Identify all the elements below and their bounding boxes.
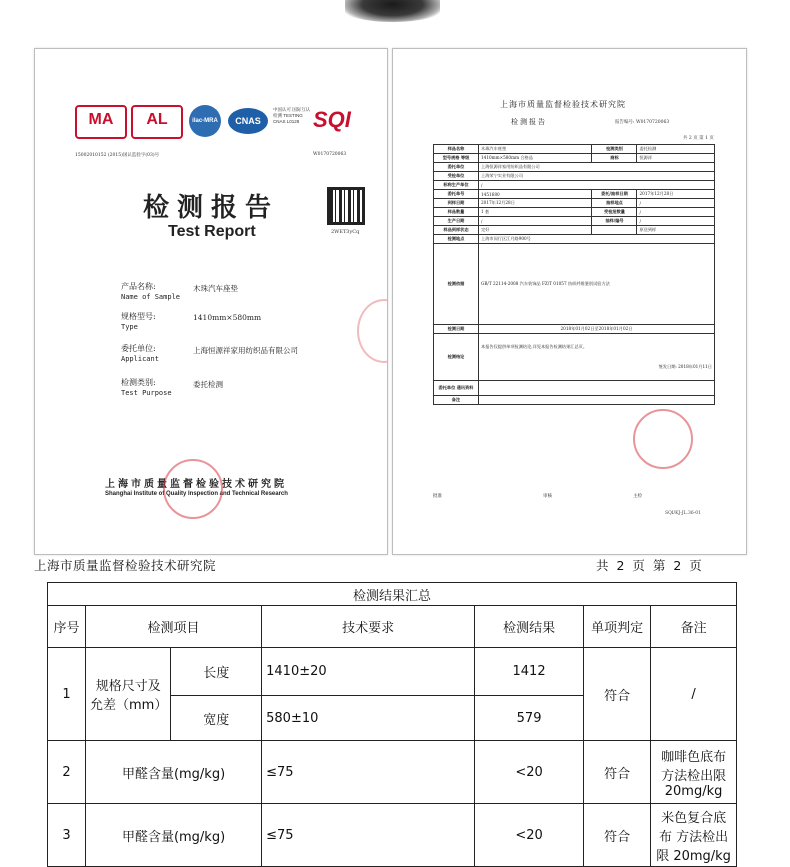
report-info-row — [434, 199, 715, 208]
red-seal-stamp — [633, 409, 693, 469]
report-info-row — [434, 172, 715, 181]
result: <20 — [475, 741, 584, 804]
date-row — [434, 325, 715, 334]
info-label: 委托单号 — [434, 190, 479, 199]
remark-row — [434, 396, 715, 405]
col-header-item: 检测项目 — [86, 606, 262, 648]
info-value: 2017年12月28日 — [479, 199, 592, 208]
inspector-label: 主检 — [633, 494, 642, 499]
field-sample-name-value: 木珠汽车座垫 — [193, 284, 238, 293]
qr-code-text: 2WET3yCq — [331, 229, 360, 235]
report-footer-code: SQI/KJ-JL.36-01 — [665, 511, 701, 516]
contact-label: 委托单位 通讯资料 — [434, 381, 479, 396]
field-label: 产品名称: — [121, 282, 156, 291]
sub-item: 宽度 — [171, 696, 262, 741]
note: 米色复合底布 方法检出限 20mg/kg — [651, 804, 737, 867]
info-label: 商标 — [592, 154, 637, 163]
info-value: 恒源祥 — [637, 154, 715, 163]
remark-label: 备注 — [434, 396, 479, 405]
report-info-row — [434, 154, 715, 163]
results-summary-table — [47, 582, 737, 867]
field-type-value: 1410mm×580mm — [193, 313, 262, 322]
requirement: ≤75 — [262, 741, 475, 804]
date-value: 2018年01月02日至2018年01月02日 — [479, 325, 715, 334]
item: 甲醛含量(mg/kg) — [86, 804, 262, 867]
red-seal-stamp — [163, 459, 223, 519]
info-label: 样品名称 — [434, 145, 479, 154]
info-label: 检测地点 — [434, 235, 479, 244]
report-detail-page — [392, 48, 747, 555]
page-pagination: 共 2 页 第 2 页 — [596, 558, 702, 573]
info-value: 1451680 — [479, 190, 592, 199]
red-seal-stamp-edge — [357, 299, 388, 363]
report-title: 检测报告 — [511, 118, 547, 126]
ilac-mra-logo: ilac-MRA — [189, 105, 221, 137]
field-test-purpose — [121, 377, 172, 399]
sqi-logo: SQI — [313, 107, 351, 132]
table-caption-row — [48, 583, 737, 606]
approver-label: 批准 — [433, 494, 442, 499]
info-label: 抽样/编号 — [592, 217, 637, 226]
table-row — [48, 741, 737, 804]
info-value: 1410mm×580mm 合格品 — [479, 154, 592, 163]
info-label: 生产日期 — [434, 217, 479, 226]
col-header-verdict: 单项判定 — [583, 606, 650, 648]
info-label: 受检批数量 — [592, 208, 637, 217]
info-label: 委托单位 — [434, 163, 479, 172]
info-value: / — [637, 217, 715, 226]
group-label: 规格尺寸及允差（mm） — [86, 648, 171, 741]
info-value: 上海荣宁实业有限公司 — [479, 172, 715, 181]
info-label: 标称生产单位 — [434, 181, 479, 190]
field-label-en: Name of Sample — [121, 293, 181, 301]
date-label: 检测日期 — [434, 325, 479, 334]
col-header-result: 检测结果 — [475, 606, 584, 648]
reviewer-label: 审核 — [543, 494, 552, 499]
field-applicant — [121, 343, 159, 365]
cover-institute-en: Shanghai Institute of Quality Inspection and Technical Research — [105, 491, 288, 497]
report-number: 报告编号: W0170720063 — [615, 120, 670, 125]
col-header-no: 序号 — [48, 606, 86, 648]
field-label-en: Applicant — [121, 355, 159, 363]
info-label: 抽样地点 — [592, 199, 637, 208]
result: <20 — [475, 804, 584, 867]
basis-label: 检测依据 — [434, 244, 479, 325]
table-header-row — [48, 606, 737, 648]
row-number: 2 — [48, 741, 86, 804]
requirement: ≤75 — [262, 804, 475, 867]
field-sample-name — [121, 281, 180, 303]
info-value: 1 套 — [479, 208, 592, 217]
item: 甲醛含量(mg/kg) — [86, 741, 262, 804]
contact-value — [479, 381, 715, 396]
info-label: 样品到样状态 — [434, 226, 479, 235]
info-value: 完好 — [479, 226, 592, 235]
table-row — [48, 648, 737, 696]
basis-row — [434, 244, 715, 325]
info-value: / — [637, 208, 715, 217]
verdict: 符合 — [583, 741, 650, 804]
report-info-row — [434, 226, 715, 235]
basis-text: GB/T 22114-2008 汽车装饰品 FZ/T 01057 纺织纤维鉴别试验方法 — [479, 244, 715, 325]
certificate-number: 15002010152 (2015)国认监验字(03)号 — [75, 153, 160, 158]
verdict: 符合 — [583, 804, 650, 867]
issue-date: 签发日期: 2018年01月11日 — [658, 364, 712, 369]
info-value: 木珠汽车座垫 — [479, 145, 592, 154]
cal-logo: AL — [131, 105, 183, 139]
report-info-row — [434, 208, 715, 217]
info-value: / — [637, 199, 715, 208]
sub-item: 长度 — [171, 648, 262, 696]
info-label: 委托/抽样日期 — [592, 190, 637, 199]
info-value: 原送到样 — [637, 226, 715, 235]
ink-blot-decoration — [345, 0, 440, 22]
report-info-row — [434, 163, 715, 172]
table-caption: 检测结果汇总 — [48, 583, 737, 606]
field-type — [121, 311, 156, 333]
report-info-row — [434, 181, 715, 190]
cover-institute-cn: 上海市质量监督检验技术研究院 — [105, 479, 287, 490]
info-label: 受检单位 — [434, 172, 479, 181]
report-info-row — [434, 190, 715, 199]
info-value: 2017年12月28日 — [637, 190, 715, 199]
field-test-purpose-value: 委托检测 — [193, 380, 223, 389]
result: 579 — [475, 696, 584, 741]
table-row — [48, 804, 737, 867]
conclusion-row — [434, 334, 715, 381]
info-label: 检测类别 — [592, 145, 637, 154]
note: / — [651, 648, 737, 741]
conclusion-text: 本报告仅提供单项检测结论,详见本报告检测结果汇总页。 — [481, 344, 588, 349]
cover-report-number: W0170720063 — [313, 152, 347, 157]
field-label: 规格型号: — [121, 312, 156, 321]
report-info-row — [434, 235, 715, 244]
info-label — [592, 226, 637, 235]
report-info-row — [434, 145, 715, 154]
info-label: 到样日期 — [434, 199, 479, 208]
result: 1412 — [475, 648, 584, 696]
requirement: 1410±20 — [262, 648, 475, 696]
conclusion-cell — [479, 334, 715, 381]
field-label-en: Test Purpose — [121, 389, 172, 397]
note: 咖啡色底布 方法检出限 20mg/kg — [651, 741, 737, 804]
report-cover-page — [34, 48, 388, 555]
qr-code-icon — [327, 187, 365, 225]
col-header-requirement: 技术要求 — [262, 606, 475, 648]
report-page-count: 共 2 页 第 1 页 — [683, 136, 714, 141]
requirement: 580±10 — [262, 696, 475, 741]
row-number: 3 — [48, 804, 86, 867]
report-info-table — [433, 144, 715, 405]
cnas-logo: CNAS — [228, 108, 268, 134]
cma-logo: MA — [75, 105, 127, 139]
info-value: 上海恒源祥家用纺织品有限公司 — [479, 163, 715, 172]
conclusion-label: 检测结论 — [434, 334, 479, 381]
info-value: / — [479, 181, 715, 190]
info-value: 委托检测 — [637, 145, 715, 154]
info-label: 型号规格 等级 — [434, 154, 479, 163]
field-label: 检测类别: — [121, 378, 156, 387]
remark-value — [479, 396, 715, 405]
report-info-row — [434, 217, 715, 226]
row-number: 1 — [48, 648, 86, 741]
info-value: 上海市闵行区江月路900号 — [479, 235, 715, 244]
report-institute: 上海市质量监督检验技术研究院 — [500, 100, 626, 109]
cover-subtitle: Test Report — [168, 223, 256, 240]
field-applicant-value: 上海恒源祥家用纺织品有限公司 — [193, 346, 298, 355]
col-header-note: 备注 — [651, 606, 737, 648]
verdict: 符合 — [583, 648, 650, 741]
certification-logos — [75, 105, 371, 139]
page-institute: 上海市质量监督检验技术研究院 — [34, 558, 217, 573]
cnas-text: 中国认可 国际互认 检测 TESTING CNAS L0128 — [273, 107, 311, 124]
contact-row — [434, 381, 715, 396]
field-label: 委托单位: — [121, 344, 156, 353]
field-label-en: Type — [121, 323, 138, 331]
info-value: / — [479, 217, 592, 226]
cover-title: 检测报告 — [143, 193, 280, 223]
info-label: 样品数量 — [434, 208, 479, 217]
